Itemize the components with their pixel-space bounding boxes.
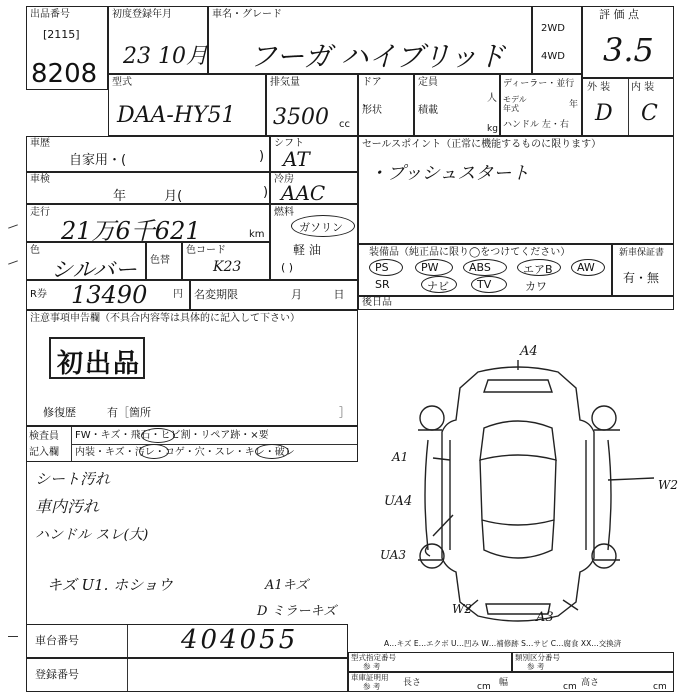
sales-value: ・プッシュスタート: [369, 163, 530, 184]
repair-close: ］: [339, 406, 350, 419]
equipment-item: AW: [577, 261, 595, 274]
car-name-box: [208, 6, 532, 74]
diagram-label-a1: A1: [392, 450, 409, 464]
load-label: 積載: [418, 105, 438, 116]
equipment-item: PS: [375, 261, 389, 274]
mileage-unit: km: [249, 229, 265, 240]
car-diagram: [358, 310, 674, 640]
first-reg-value: 23 10月: [123, 44, 208, 69]
sales-label: セールスポイント（正常に機能するものに限ります）: [362, 139, 602, 150]
capacity-label: 定員: [418, 77, 438, 88]
dealer-box: [500, 74, 582, 136]
car-name-label: 車名・グレード: [212, 9, 282, 20]
height-label: 高さ: [581, 678, 600, 688]
warranty-label: 新車保証書: [619, 248, 665, 258]
equipment-item: カワ: [525, 280, 547, 293]
name-change-value: 月 日: [291, 288, 345, 301]
length-unit: cm: [477, 682, 491, 692]
color-change-label: 色替: [150, 255, 170, 266]
designation-label: 型式指定番号: [351, 653, 396, 662]
ac-box: [270, 172, 358, 204]
equipment-item: PW: [421, 261, 439, 274]
width-unit: cm: [563, 682, 577, 692]
mileage-label: 走行: [30, 207, 50, 218]
int-label: 内 装: [631, 82, 655, 93]
inspection-close: ): [263, 185, 269, 200]
sales-box: [358, 136, 674, 244]
designation-sub: 参 考: [363, 662, 381, 671]
remark-line-4: キズ U1. ホショウ: [47, 576, 173, 594]
int-score: C: [641, 101, 658, 126]
equipment-item: ABS: [469, 261, 491, 274]
inspector-row-2: 内装・キズ・汚レ・コゲ・穴・スレ・キレ・破レ: [75, 447, 295, 458]
ext-label: 外 装: [587, 82, 611, 93]
post-install-label: 後日品: [362, 297, 392, 308]
color-code-value: K23: [213, 259, 242, 275]
color-box: [26, 242, 146, 283]
recycle-box: [26, 280, 190, 310]
warranty-box: [612, 244, 674, 296]
first-reg-box: [108, 6, 208, 74]
ext-int-box: [582, 78, 674, 136]
dealer-label: ディーラー・並行: [503, 79, 575, 89]
history-close: ): [259, 149, 265, 164]
inspection-value: 年 月(: [113, 189, 183, 204]
equipment-circle: [369, 259, 403, 276]
remark-line-6: D ミラーキズ: [257, 604, 337, 619]
diagram-label-w2-right: W2: [658, 478, 678, 492]
repair-value: 有［箇所: [107, 406, 151, 419]
diagram-label-a4: A4: [520, 344, 538, 359]
score-value: 3.5: [603, 31, 654, 69]
drive-4wd: 4WD: [541, 51, 565, 62]
fuel-gas: ガソリン: [299, 221, 343, 234]
inspector-label-2: 記入欄: [29, 447, 59, 458]
car-name-value: フーガ ハイブリッド: [249, 40, 506, 73]
displacement-label: 排気量: [270, 77, 300, 88]
year-unit: 年: [569, 100, 579, 110]
displacement-box: [266, 74, 358, 136]
chassis-box: [26, 624, 348, 658]
length-label: 長さ: [403, 678, 422, 688]
equipment-box: [358, 244, 612, 296]
remark-line-5: A1キズ: [265, 578, 309, 593]
remark-line-2: 車内汚れ: [35, 497, 100, 516]
margin-mark: [8, 260, 18, 264]
notes-box: [26, 310, 358, 426]
equipment-item: TV: [477, 278, 492, 291]
model-year-label: モデル 年式: [503, 95, 527, 113]
equipment-circle: [517, 259, 561, 276]
diagram-legend: A…キズ E…エクボ U…凹み W…補修跡 S…サビ C…腐食 XX…交換済: [384, 639, 622, 648]
ext-score: D: [595, 101, 613, 126]
drive-box: [532, 6, 582, 74]
first-listing-stamp: [49, 337, 145, 379]
category-label: 類別区分番号: [515, 653, 560, 662]
remark-line-1: シート汚れ: [35, 470, 111, 488]
equipment-circle: [415, 259, 453, 276]
equipment-circle: [571, 259, 605, 276]
equipment-circle: [463, 259, 507, 276]
history-label: 車歴: [30, 138, 50, 149]
category-sub: 参 考: [527, 662, 545, 671]
equipment-circle: [421, 276, 457, 293]
equipment-item: ナビ: [427, 280, 449, 293]
handle-label: ハンドル 左・右: [503, 120, 569, 130]
diagram-label-ua4: UA4: [384, 494, 413, 509]
equipment-item: SR: [375, 278, 390, 291]
warranty-value: 有・無: [623, 271, 660, 285]
first-listing-stamp-text: 初出品: [57, 349, 142, 379]
post-install-box: [358, 296, 674, 310]
door-shape-box: ドア 、 形状: [358, 74, 414, 136]
chassis-value: 404055: [181, 625, 299, 655]
name-change-label: 名変期限: [194, 288, 238, 301]
displacement-value: 3500: [273, 105, 329, 130]
equipment-circle: [471, 276, 507, 293]
recycle-unit: 円: [173, 289, 183, 300]
cert-label: 車庫証明用: [351, 673, 389, 682]
inspector-label-1: 検査員: [29, 431, 59, 442]
mileage-box: [26, 204, 270, 245]
reg-label: 登録番号: [35, 668, 79, 681]
displacement-unit: cc: [339, 119, 350, 130]
notes-label: 注意事項申告欄（不具合内容等は具体的に記入して下さい）: [30, 313, 300, 324]
width-label: 幅: [499, 678, 509, 688]
inspector-box: [26, 426, 358, 462]
repair-label: 修復歴: [43, 406, 76, 419]
recycle-label: R券: [30, 289, 47, 300]
remarks-box: [26, 462, 358, 624]
shift-label: シフト: [274, 138, 304, 149]
height-unit: cm: [653, 682, 667, 692]
inspection-box: [26, 172, 270, 204]
margin-mark: [8, 636, 18, 637]
ac-value: AAC: [281, 181, 326, 205]
color-code-box: [182, 242, 270, 280]
equipment-label: 装備品（純正品に限り◯をつけてください）: [369, 247, 571, 258]
reg-box: [26, 658, 348, 692]
capacity-unit: 人: [487, 93, 497, 104]
diagram-label-ua3: UA3: [380, 548, 407, 562]
model-label: 型式: [112, 77, 132, 88]
shift-box: [270, 136, 358, 172]
lot-label: 出品番号: [30, 9, 70, 20]
chassis-label: 車台番号: [35, 634, 79, 647]
diagram-label-a3: A3: [536, 610, 554, 625]
fuel-light-oil: 軽 油: [293, 243, 321, 257]
door-label: ドア: [362, 77, 382, 88]
model-value: DAA-HY51: [117, 103, 236, 128]
color-value: シルバー: [51, 258, 137, 283]
shape-label: 形状: [362, 105, 382, 116]
history-value: 自家用・(: [69, 153, 127, 168]
grade-label: 評 価 点: [599, 8, 639, 21]
margin-mark: [8, 224, 18, 228]
drive-2wd: 2WD: [541, 23, 565, 34]
cert-sub: 参 考: [363, 682, 381, 691]
color-change-box: [146, 242, 182, 280]
designation-box: [348, 652, 512, 672]
category-box: [512, 652, 674, 672]
capacity-box: [414, 74, 500, 136]
lot-box: [26, 6, 108, 90]
inspection-label: 車検: [30, 174, 50, 185]
ac-label: 冷房: [274, 174, 294, 185]
remark-line-3: ハンドル スレ(大): [35, 527, 149, 543]
grade-box: [582, 6, 674, 78]
fuel-paren: ( ): [281, 261, 294, 274]
lot-number: 8208: [31, 59, 98, 89]
fuel-box: [270, 204, 358, 280]
model-box: [108, 74, 266, 136]
shift-value: AT: [283, 147, 310, 171]
first-reg-label: 初度登録年月: [112, 9, 172, 20]
lot-sub: [2115]: [43, 28, 80, 41]
fuel-label: 燃料: [274, 207, 294, 218]
color-code-label: 色コード: [186, 245, 226, 256]
inspector-row-1: FW・キズ・飛石・ヒビ割・リペア跡・×要: [75, 430, 269, 441]
mileage-value: 21万6千621: [61, 217, 201, 245]
name-change-box: [190, 280, 358, 310]
cert-box: [348, 672, 674, 692]
recycle-value: 13490: [71, 281, 148, 309]
load-unit: kg: [487, 124, 498, 134]
color-label: 色: [30, 245, 40, 256]
diagram-label-w2-bottom: W2: [452, 602, 472, 616]
equipment-item: エアB: [523, 263, 553, 276]
history-box: [26, 136, 270, 172]
